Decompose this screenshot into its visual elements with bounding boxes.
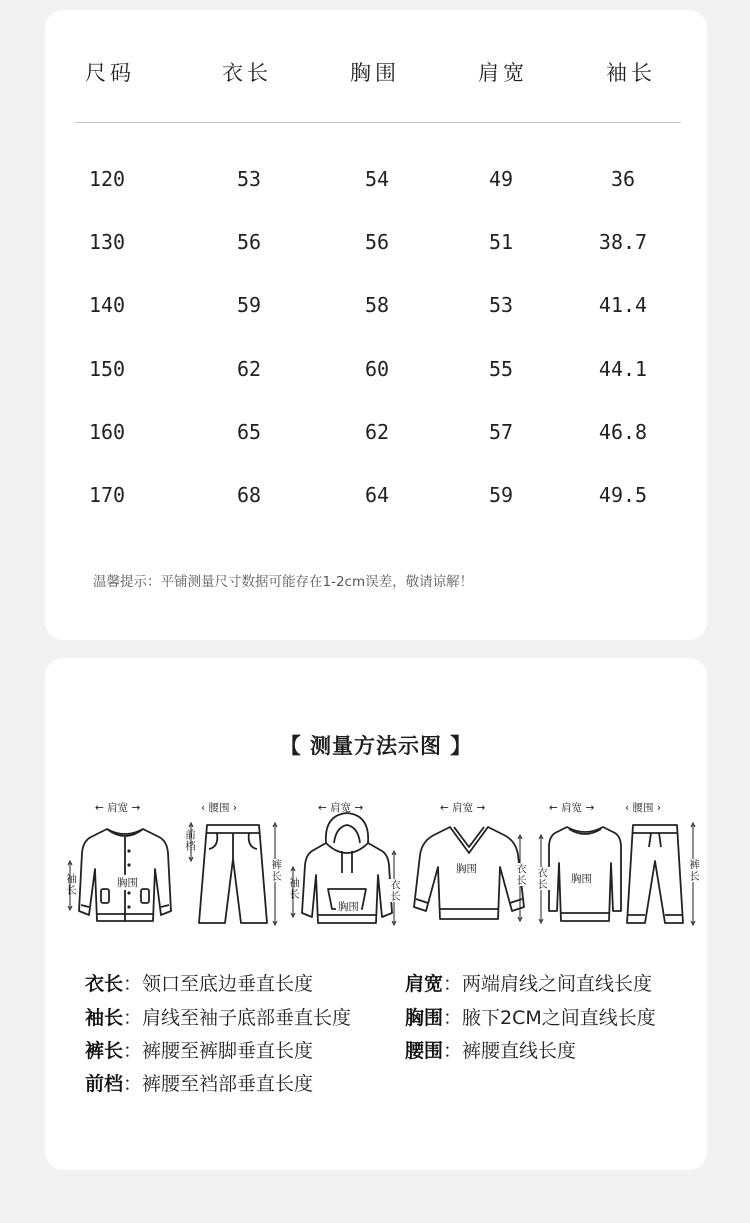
cell-sleeve: 49.5	[598, 483, 648, 507]
measurement-note: 温馨提示：平铺测量尺寸数据可能存在1-2cm误差，敬请谅解！	[93, 574, 474, 590]
method-title: 【 测量方法示图 】	[279, 734, 473, 758]
cell-length: 59	[236, 293, 262, 317]
definition-sleeve: 袖长：肩线至袖子底部垂直长度	[85, 1007, 352, 1029]
cell-length: 65	[236, 420, 262, 444]
body-length-label: 衣长	[536, 867, 548, 890]
pants-length-label: 裤长	[270, 859, 282, 882]
cell-shoulder: 51	[488, 230, 514, 254]
shoulder-label: ← 肩宽 →	[440, 802, 486, 814]
chest-label: 胸围	[571, 873, 592, 885]
cell-shoulder: 57	[488, 420, 514, 444]
table-header-row	[45, 53, 707, 93]
definition-body-length: 衣长：领口至底边垂直长度	[85, 973, 314, 995]
cell-size: 160	[88, 420, 126, 444]
chest-label: 胸围	[117, 877, 138, 889]
cell-size: 120	[88, 167, 126, 191]
shoulder-label: ← 肩宽 →	[95, 802, 141, 814]
cell-chest: 62	[364, 420, 390, 444]
header-shoulder: 肩宽	[478, 61, 528, 85]
hoodie-diagram	[288, 803, 406, 933]
cell-sleeve: 46.8	[598, 420, 648, 444]
cell-chest: 56	[364, 230, 390, 254]
cell-size: 130	[88, 230, 126, 254]
definition-waist: 腰围：裤腰直线长度	[405, 1040, 577, 1062]
cell-shoulder: 49	[488, 167, 514, 191]
pants-length-label: 裤长	[688, 859, 700, 882]
chest-label: 胸围	[456, 863, 477, 875]
definition-front-rise: 前档：裤腰至裆部垂直长度	[85, 1073, 314, 1095]
cell-shoulder: 53	[488, 293, 514, 317]
shoulder-label: ← 肩宽 →	[318, 802, 364, 814]
table-row	[45, 475, 707, 515]
cell-size: 140	[88, 293, 126, 317]
sweatpants-diagram	[623, 803, 703, 933]
measurement-guide-card	[45, 658, 707, 1170]
definition-shoulder: 肩宽：两端肩线之间直线长度	[405, 973, 653, 995]
header-length: 衣长	[222, 61, 272, 85]
header-divider	[75, 122, 681, 123]
cell-sleeve: 38.7	[598, 230, 648, 254]
cell-shoulder: 55	[488, 357, 514, 381]
body-length-label: 衣长	[389, 879, 401, 902]
cell-length: 62	[236, 357, 262, 381]
cell-chest: 64	[364, 483, 390, 507]
table-row	[45, 285, 707, 325]
sweatshirt-diagram	[535, 803, 625, 933]
header-size: 尺码	[85, 61, 135, 85]
cell-chest: 58	[364, 293, 390, 317]
cell-sleeve: 36	[610, 167, 636, 191]
waist-label: ‹ 腰围 ›	[201, 802, 238, 814]
front-rise-label: 前档	[184, 829, 196, 852]
cell-chest: 60	[364, 357, 390, 381]
cell-sleeve: 44.1	[598, 357, 648, 381]
cell-size: 150	[88, 357, 126, 381]
cell-sleeve: 41.4	[598, 293, 648, 317]
size-chart-card	[45, 10, 707, 640]
sleeve-label: 袖长	[288, 877, 300, 900]
pants-diagram	[185, 803, 285, 933]
cell-length: 56	[236, 230, 262, 254]
waist-label: ‹ 腰围 ›	[625, 802, 662, 814]
header-sleeve: 袖长	[606, 61, 656, 85]
cell-chest: 54	[364, 167, 390, 191]
sweater-diagram	[410, 803, 528, 933]
body-length-label: 衣长	[515, 863, 527, 886]
definition-chest: 胸围：腋下2CM之间直线长度	[405, 1007, 656, 1029]
table-row	[45, 159, 707, 199]
sleeve-label: 袖长	[65, 873, 77, 896]
table-row	[45, 412, 707, 452]
table-row	[45, 222, 707, 262]
jacket-diagram	[67, 803, 182, 933]
header-chest: 胸围	[350, 61, 400, 85]
shoulder-label: ← 肩宽 →	[549, 802, 595, 814]
cell-size: 170	[88, 483, 126, 507]
cell-length: 53	[236, 167, 262, 191]
chest-label: 胸围	[338, 901, 359, 913]
jacket-icon	[67, 803, 182, 933]
cell-length: 68	[236, 483, 262, 507]
definition-pants-length: 裤长：裤腰至裤脚垂直长度	[85, 1040, 314, 1062]
cell-shoulder: 59	[488, 483, 514, 507]
table-row	[45, 349, 707, 389]
